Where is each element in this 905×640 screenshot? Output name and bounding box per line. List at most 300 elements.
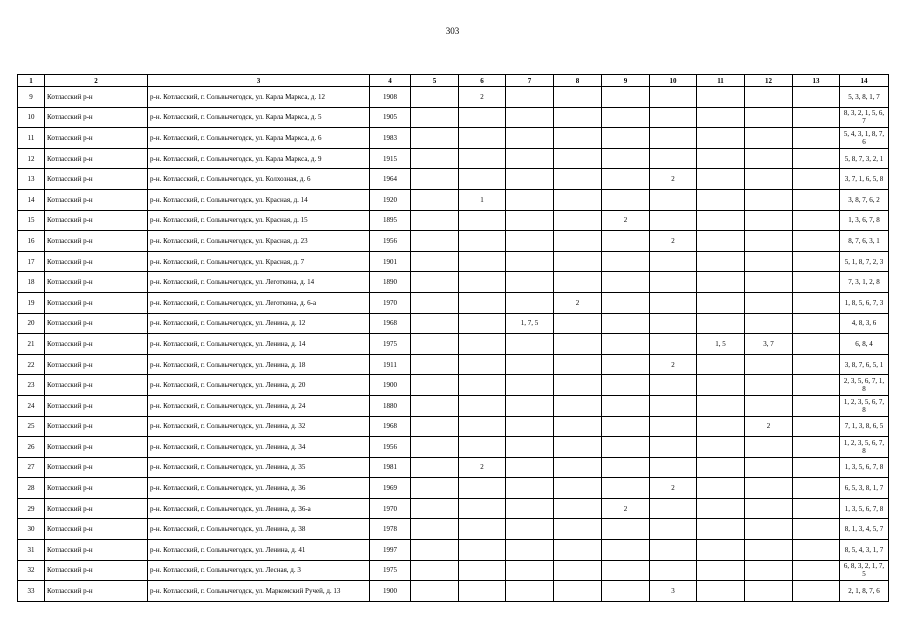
col8-cell (554, 189, 602, 210)
table-row (18, 107, 889, 128)
row-number-cell: 9 (18, 87, 45, 108)
col11-cell (697, 560, 745, 581)
col11-cell: 1, 5 (697, 334, 745, 355)
col10-cell (650, 395, 697, 416)
year-cell: 1911 (370, 354, 411, 375)
col12-cell (745, 354, 793, 375)
col13-cell (793, 251, 840, 272)
col10-cell (650, 107, 697, 128)
address-cell: р-н. Котласский, г. Сольвычегодск, ул. Ленина, д. 35 (148, 457, 370, 478)
table-row (18, 581, 889, 602)
row-number-cell: 20 (18, 313, 45, 334)
col12-cell (745, 107, 793, 128)
address-cell: р-н. Котласский, г. Сольвычегодск, ул. Ленина, д. 41 (148, 540, 370, 561)
col12-cell: 3, 7 (745, 334, 793, 355)
col10-cell (650, 437, 697, 458)
col7-cell (506, 581, 554, 602)
col8-cell (554, 416, 602, 437)
year-cell: 1969 (370, 478, 411, 499)
col7-cell (506, 169, 554, 190)
col14-cell: 5, 3, 8, 1, 7 (840, 87, 889, 108)
col13-cell (793, 210, 840, 231)
col11-cell (697, 437, 745, 458)
col9-cell: 2 (602, 210, 650, 231)
table-row (18, 498, 889, 519)
district-cell: Котласский р-н (45, 498, 148, 519)
table-row (18, 272, 889, 293)
district-cell: Котласский р-н (45, 581, 148, 602)
col14-cell: 1, 3, 5, 6, 7, 8 (840, 498, 889, 519)
col7-cell (506, 128, 554, 149)
year-cell: 1968 (370, 313, 411, 334)
row-number-cell: 18 (18, 272, 45, 293)
address-cell: р-н. Котласский, г. Сольвычегодск, ул. Ленина, д. 24 (148, 395, 370, 416)
col7-cell (506, 478, 554, 499)
col11-cell (697, 540, 745, 561)
col11-cell (697, 272, 745, 293)
col7-cell (506, 354, 554, 375)
year-cell: 1970 (370, 292, 411, 313)
col9-cell (602, 560, 650, 581)
col8-cell (554, 251, 602, 272)
col12-cell (745, 87, 793, 108)
col9-cell (602, 416, 650, 437)
col9-cell (602, 354, 650, 375)
table-row (18, 478, 889, 499)
col5-cell (411, 354, 459, 375)
col8-cell (554, 375, 602, 396)
col9-cell (602, 313, 650, 334)
col5-cell (411, 107, 459, 128)
row-number-cell: 17 (18, 251, 45, 272)
address-cell: р-н. Котласский, г. Сольвычегодск, ул. Лесная, д. 3 (148, 560, 370, 581)
col9-cell (602, 437, 650, 458)
district-cell: Котласский р-н (45, 354, 148, 375)
col12-cell (745, 395, 793, 416)
col14-cell: 1, 2, 3, 5, 6, 7, 8 (840, 437, 889, 458)
col11-cell (697, 292, 745, 313)
row-number-cell: 21 (18, 334, 45, 355)
col11-cell (697, 313, 745, 334)
year-cell: 1956 (370, 231, 411, 252)
col8-cell (554, 395, 602, 416)
district-cell: Котласский р-н (45, 457, 148, 478)
col6-cell (459, 169, 506, 190)
col13-cell (793, 354, 840, 375)
col9-cell (602, 581, 650, 602)
table-row (18, 148, 889, 169)
col8-cell (554, 210, 602, 231)
col9-cell (602, 519, 650, 540)
district-cell: Котласский р-н (45, 519, 148, 540)
address-cell: р-н. Котласский, г. Сольвычегодск, ул. Маркомский Ручей, д. 13 (148, 581, 370, 602)
col7-cell (506, 519, 554, 540)
col14-cell: 3, 8, 7, 6, 5, 1 (840, 354, 889, 375)
col8-cell (554, 354, 602, 375)
col10-cell (650, 292, 697, 313)
col5-cell (411, 540, 459, 561)
header-cell: 6 (459, 75, 506, 87)
col8-cell (554, 87, 602, 108)
col11-cell (697, 354, 745, 375)
address-cell: р-н. Котласский, г. Сольвычегодск, ул. Красная, д. 7 (148, 251, 370, 272)
col11-cell (697, 107, 745, 128)
col14-cell: 4, 8, 3, 6 (840, 313, 889, 334)
col10-cell (650, 313, 697, 334)
year-cell: 1978 (370, 519, 411, 540)
col12-cell (745, 251, 793, 272)
row-number-cell: 30 (18, 519, 45, 540)
col6-cell (459, 231, 506, 252)
col13-cell (793, 540, 840, 561)
col9-cell (602, 540, 650, 561)
district-cell: Котласский р-н (45, 231, 148, 252)
col6-cell (459, 354, 506, 375)
page-number: 303 (445, 26, 460, 36)
col12-cell (745, 437, 793, 458)
col10-cell (650, 540, 697, 561)
col10-cell: 2 (650, 169, 697, 190)
col5-cell (411, 87, 459, 108)
header-cell: 8 (554, 75, 602, 87)
col8-cell (554, 169, 602, 190)
header-cell: 2 (45, 75, 148, 87)
address-cell: р-н. Котласский, г. Сольвычегодск, ул. Ленина, д. 12 (148, 313, 370, 334)
address-cell: р-н. Котласский, г. Сольвычегодск, ул. Ленина, д. 14 (148, 334, 370, 355)
col11-cell (697, 498, 745, 519)
col10-cell (650, 128, 697, 149)
col13-cell (793, 457, 840, 478)
col9-cell (602, 87, 650, 108)
row-number-cell: 10 (18, 107, 45, 128)
row-number-cell: 24 (18, 395, 45, 416)
col10-cell (650, 519, 697, 540)
table-row (18, 251, 889, 272)
header-row (18, 75, 889, 87)
col12-cell (745, 375, 793, 396)
col11-cell (697, 189, 745, 210)
col6-cell (459, 540, 506, 561)
col6-cell (459, 272, 506, 293)
col14-cell: 7, 3, 1, 2, 8 (840, 272, 889, 293)
table-row (18, 87, 889, 108)
header-cell: 1 (18, 75, 45, 87)
col10-cell (650, 560, 697, 581)
year-cell: 1895 (370, 210, 411, 231)
col10-cell (650, 457, 697, 478)
header-cell: 10 (650, 75, 697, 87)
district-cell: Котласский р-н (45, 107, 148, 128)
col9-cell (602, 128, 650, 149)
col14-cell: 1, 8, 5, 6, 7, 3 (840, 292, 889, 313)
row-number-cell: 28 (18, 478, 45, 499)
col7-cell (506, 231, 554, 252)
address-cell: р-н. Котласский, г. Сольвычегодск, ул. Красная, д. 23 (148, 231, 370, 252)
col5-cell (411, 292, 459, 313)
col13-cell (793, 107, 840, 128)
row-number-cell: 19 (18, 292, 45, 313)
col7-cell (506, 375, 554, 396)
table-row (18, 437, 889, 458)
col10-cell (650, 87, 697, 108)
row-number-cell: 26 (18, 437, 45, 458)
col11-cell (697, 478, 745, 499)
col13-cell (793, 498, 840, 519)
col8-cell (554, 478, 602, 499)
row-number-cell: 12 (18, 148, 45, 169)
col5-cell (411, 231, 459, 252)
col13-cell (793, 395, 840, 416)
col6-cell (459, 251, 506, 272)
col10-cell (650, 498, 697, 519)
row-number-cell: 16 (18, 231, 45, 252)
district-cell: Котласский р-н (45, 334, 148, 355)
col8-cell (554, 540, 602, 561)
table-row (18, 292, 889, 313)
col13-cell (793, 313, 840, 334)
address-cell: р-н. Котласский, г. Сольвычегодск, ул. Ленина, д. 18 (148, 354, 370, 375)
address-cell: р-н. Котласский, г. Сольвычегодск, ул. Ленина, д. 20 (148, 375, 370, 396)
col11-cell (697, 251, 745, 272)
col7-cell (506, 416, 554, 437)
col11-cell (697, 231, 745, 252)
col9-cell (602, 272, 650, 293)
col12-cell (745, 272, 793, 293)
col5-cell (411, 437, 459, 458)
col12-cell (745, 560, 793, 581)
district-cell: Котласский р-н (45, 375, 148, 396)
col5-cell (411, 498, 459, 519)
col14-cell: 8, 7, 6, 3, 1 (840, 231, 889, 252)
col6-cell (459, 313, 506, 334)
col6-cell (459, 478, 506, 499)
col7-cell: 1, 7, 5 (506, 313, 554, 334)
col12-cell (745, 540, 793, 561)
row-number-cell: 23 (18, 375, 45, 396)
district-cell: Котласский р-н (45, 313, 148, 334)
header-cell: 5 (411, 75, 459, 87)
year-cell: 1970 (370, 498, 411, 519)
row-number-cell: 13 (18, 169, 45, 190)
year-cell: 1900 (370, 375, 411, 396)
col5-cell (411, 169, 459, 190)
col12-cell (745, 189, 793, 210)
address-cell: р-н. Котласский, г. Сольвычегодск, ул. Ленина, д. 36-а (148, 498, 370, 519)
col6-cell (459, 519, 506, 540)
col7-cell (506, 395, 554, 416)
col11-cell (697, 87, 745, 108)
year-cell: 1964 (370, 169, 411, 190)
col11-cell (697, 581, 745, 602)
housing-table (17, 74, 889, 602)
col6-cell: 2 (459, 457, 506, 478)
col14-cell: 6, 5, 3, 8, 1, 7 (840, 478, 889, 499)
address-cell: р-н. Котласский, г. Сольвычегодск, ул. Карла Маркса, д. 9 (148, 148, 370, 169)
col12-cell (745, 292, 793, 313)
col5-cell (411, 251, 459, 272)
col6-cell (459, 128, 506, 149)
col5-cell (411, 560, 459, 581)
table-row (18, 540, 889, 561)
table-row (18, 313, 889, 334)
col7-cell (506, 189, 554, 210)
col8-cell (554, 334, 602, 355)
col7-cell (506, 87, 554, 108)
col7-cell (506, 107, 554, 128)
col6-cell (459, 107, 506, 128)
table-row (18, 395, 889, 416)
col11-cell (697, 210, 745, 231)
col13-cell (793, 581, 840, 602)
district-cell: Котласский р-н (45, 540, 148, 561)
col14-cell: 6, 8, 3, 2, 1, 7, 5 (840, 560, 889, 581)
col6-cell (459, 498, 506, 519)
col5-cell (411, 313, 459, 334)
col8-cell (554, 457, 602, 478)
col12-cell (745, 519, 793, 540)
col5-cell (411, 457, 459, 478)
col5-cell (411, 128, 459, 149)
col14-cell: 8, 5, 4, 3, 1, 7 (840, 540, 889, 561)
year-cell: 1890 (370, 272, 411, 293)
address-cell: р-н. Котласский, г. Сольвычегодск, ул. Карла Маркса, д. 6 (148, 128, 370, 149)
col10-cell (650, 272, 697, 293)
col10-cell (650, 416, 697, 437)
col10-cell (650, 251, 697, 272)
table-row (18, 169, 889, 190)
col6-cell (459, 292, 506, 313)
year-cell: 1956 (370, 437, 411, 458)
col9-cell (602, 169, 650, 190)
district-cell: Котласский р-н (45, 87, 148, 108)
col7-cell (506, 437, 554, 458)
row-number-cell: 31 (18, 540, 45, 561)
table-row (18, 354, 889, 375)
col8-cell (554, 560, 602, 581)
row-number-cell: 25 (18, 416, 45, 437)
col11-cell (697, 416, 745, 437)
col7-cell (506, 272, 554, 293)
col9-cell (602, 148, 650, 169)
col7-cell (506, 457, 554, 478)
col13-cell (793, 437, 840, 458)
year-cell: 1905 (370, 107, 411, 128)
header-cell: 14 (840, 75, 889, 87)
col10-cell (650, 148, 697, 169)
year-cell: 1997 (370, 540, 411, 561)
header-cell: 7 (506, 75, 554, 87)
year-cell: 1968 (370, 416, 411, 437)
row-number-cell: 27 (18, 457, 45, 478)
col14-cell: 5, 1, 8, 7, 2, 3 (840, 251, 889, 272)
col7-cell (506, 292, 554, 313)
col14-cell: 8, 3, 2, 1, 5, 6, 7 (840, 107, 889, 128)
year-cell: 1975 (370, 334, 411, 355)
address-cell: р-н. Котласский, г. Сольвычегодск, ул. Ленина, д. 34 (148, 437, 370, 458)
col5-cell (411, 581, 459, 602)
col8-cell: 2 (554, 292, 602, 313)
address-cell: р-н. Котласский, г. Сольвычегодск, ул. Ленина, д. 32 (148, 416, 370, 437)
table-body (18, 87, 889, 602)
col6-cell: 1 (459, 189, 506, 210)
col8-cell (554, 519, 602, 540)
district-cell: Котласский р-н (45, 210, 148, 231)
table-row (18, 457, 889, 478)
address-cell: р-н. Котласский, г. Сольвычегодск, ул. Леготкина, д. 6-а (148, 292, 370, 313)
col13-cell (793, 231, 840, 252)
col11-cell (697, 128, 745, 149)
col10-cell: 2 (650, 231, 697, 252)
table-row (18, 519, 889, 540)
col5-cell (411, 334, 459, 355)
col6-cell (459, 560, 506, 581)
address-cell: р-н. Котласский, г. Сольвычегодск, ул. Карла Маркса, д. 12 (148, 87, 370, 108)
district-cell: Котласский р-н (45, 560, 148, 581)
row-number-cell: 15 (18, 210, 45, 231)
col12-cell (745, 210, 793, 231)
col14-cell: 2, 3, 5, 6, 7, 1, 8 (840, 375, 889, 396)
year-cell: 1975 (370, 560, 411, 581)
row-number-cell: 29 (18, 498, 45, 519)
col13-cell (793, 416, 840, 437)
col11-cell (697, 169, 745, 190)
table-row (18, 416, 889, 437)
header-cell: 9 (602, 75, 650, 87)
col13-cell (793, 189, 840, 210)
col13-cell (793, 478, 840, 499)
col9-cell (602, 478, 650, 499)
col6-cell (459, 437, 506, 458)
col5-cell (411, 375, 459, 396)
col14-cell: 5, 8, 7, 3, 2, 1 (840, 148, 889, 169)
col8-cell (554, 581, 602, 602)
col14-cell: 3, 8, 7, 6, 2 (840, 189, 889, 210)
col12-cell (745, 498, 793, 519)
col5-cell (411, 210, 459, 231)
year-cell: 1880 (370, 395, 411, 416)
col7-cell (506, 334, 554, 355)
col12-cell (745, 148, 793, 169)
row-number-cell: 32 (18, 560, 45, 581)
col7-cell (506, 251, 554, 272)
col12-cell (745, 169, 793, 190)
year-cell: 1920 (370, 189, 411, 210)
address-cell: р-н. Котласский, г. Сольвычегодск, ул. Ленина, д. 38 (148, 519, 370, 540)
district-cell: Котласский р-н (45, 169, 148, 190)
col11-cell (697, 395, 745, 416)
col10-cell: 3 (650, 581, 697, 602)
district-cell: Котласский р-н (45, 292, 148, 313)
col5-cell (411, 189, 459, 210)
col5-cell (411, 395, 459, 416)
col7-cell (506, 210, 554, 231)
col6-cell (459, 375, 506, 396)
col14-cell: 3, 7, 1, 6, 5, 8 (840, 169, 889, 190)
col13-cell (793, 272, 840, 293)
col13-cell (793, 87, 840, 108)
year-cell: 1900 (370, 581, 411, 602)
district-cell: Котласский р-н (45, 128, 148, 149)
col10-cell: 2 (650, 354, 697, 375)
col9-cell: 2 (602, 498, 650, 519)
district-cell: Котласский р-н (45, 395, 148, 416)
address-cell: р-н. Котласский, г. Сольвычегодск, ул. Карла Маркса, д. 5 (148, 107, 370, 128)
col6-cell (459, 416, 506, 437)
col12-cell (745, 231, 793, 252)
col9-cell (602, 251, 650, 272)
district-cell: Котласский р-н (45, 416, 148, 437)
col8-cell (554, 231, 602, 252)
